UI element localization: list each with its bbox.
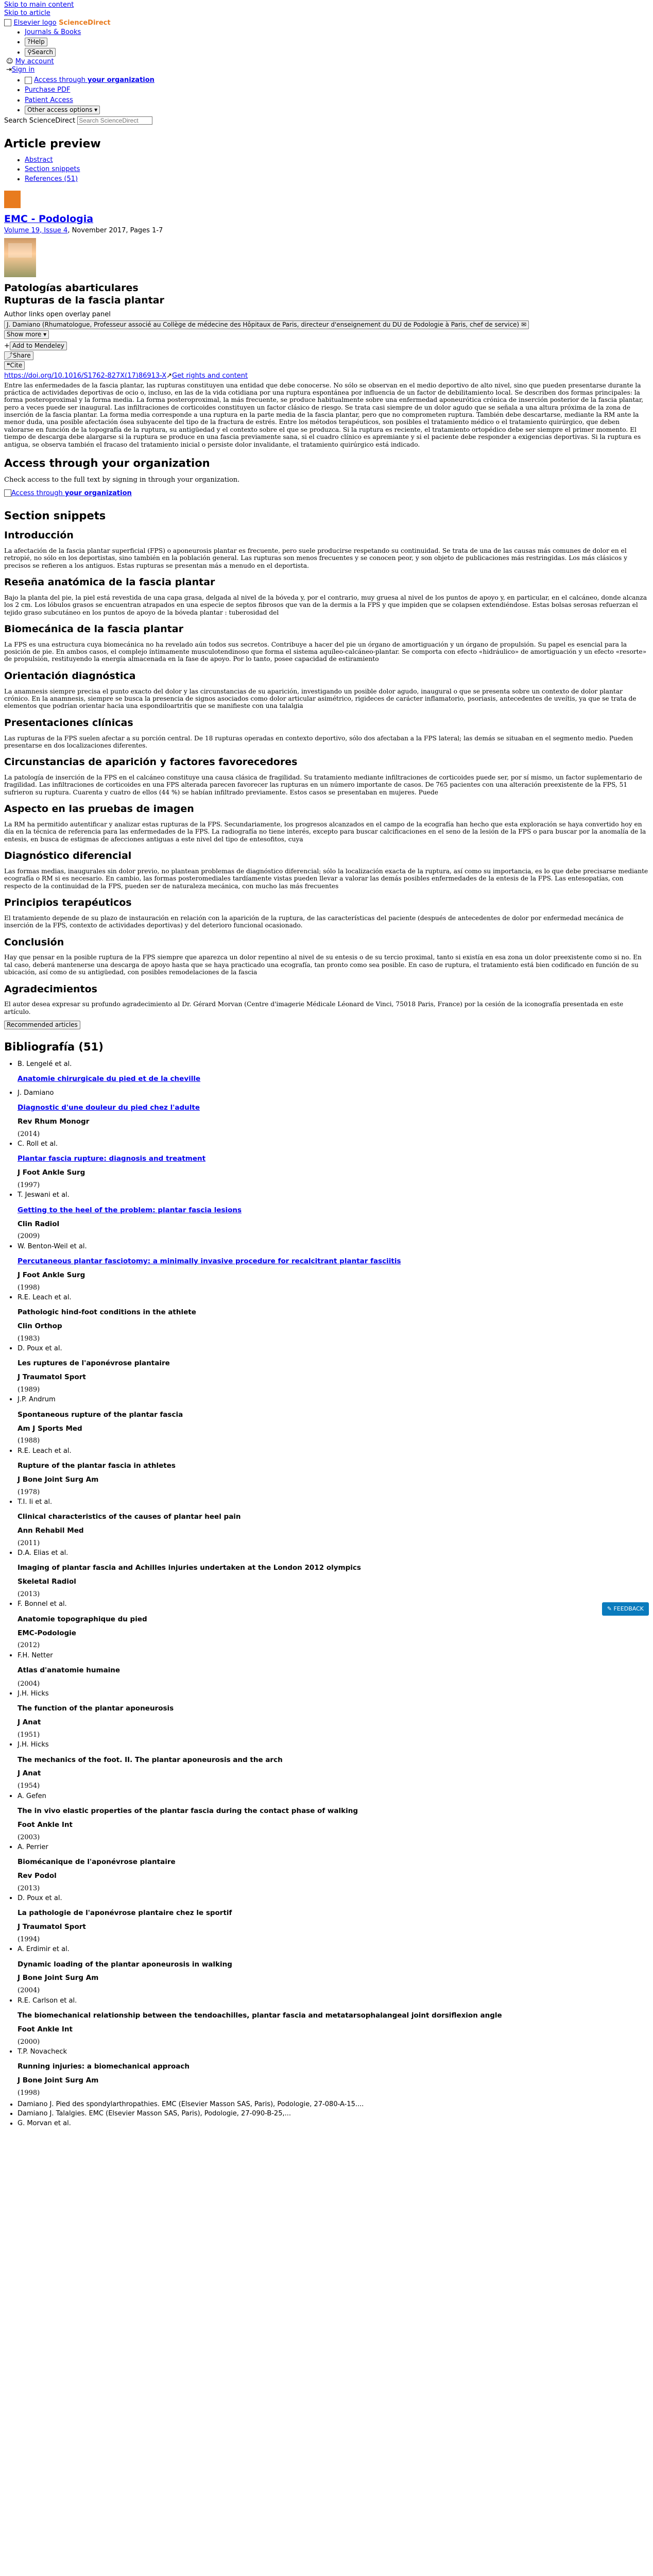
snippet-title: Diagnóstico diferencial — [4, 850, 132, 862]
author-button-row — [4, 320, 649, 330]
preview-links — [4, 156, 649, 183]
reference-title: Spontaneous rupture of the plantar fascia — [18, 1410, 183, 1419]
reference-journal: J Traumatol Sport — [18, 1923, 86, 1931]
reference-journal: J Foot Ankle Surg — [18, 1168, 85, 1177]
reference-author: • B. Lengelé et al. — [18, 1060, 72, 1068]
reference-journal: Ann Rehabil Med — [18, 1527, 84, 1535]
snippet-text: La FPS es una estructura cuya biomecánica no ha revelado aún todos sus secretos. Contribuye a hacer del pie un órgano de amortiguación y un órgano de propulsión. Su papel es esencial para la posición de pie. En ambos casos, el complejo íntimamente musculotendinoso que forma el sistema aquíleo-calcáneo-plantar. Se comporta con efecto «hidráulico» de amortiguación y un efecto «resorte» de propulsión, restituyendo la energía almacenada en la fase de apoyo. Por lo tanto, posee capacidad de estiramiento — [4, 640, 647, 663]
account-nav — [4, 58, 649, 75]
purchase-item — [25, 86, 649, 94]
snippet-title: Agradecimientos — [4, 983, 97, 995]
search-icon: ⚲ — [27, 48, 32, 56]
reference-year: (2009) — [18, 1232, 40, 1241]
reference-year: (2013) — [18, 1884, 40, 1892]
snippet-title: Presentaciones clínicas — [4, 717, 133, 728]
snippet-title: Orientación diagnóstica — [4, 670, 136, 682]
mail-icon: ✉ — [521, 320, 527, 328]
search-input[interactable] — [77, 116, 152, 125]
reference-journal: Foot Ankle Int — [18, 2025, 73, 2033]
reference-journal: Foot Ankle Int — [18, 1820, 73, 1829]
reference-year: (2000) — [18, 2038, 40, 2046]
nav-item-account — [6, 58, 649, 66]
reference-journal: Rev Rhum Monogr — [18, 1117, 90, 1126]
reference-title: Imaging of plantar fascia and Achilles injuries undertaken at the London 2012 olympics — [18, 1564, 361, 1572]
reference-title: La pathologie de l'aponévrose plantaire chez le sportif — [18, 1909, 232, 1918]
reference-year: (2004) — [18, 1987, 40, 1995]
share-icon: ⤴ — [7, 351, 13, 359]
author-row — [4, 311, 649, 319]
reference-tail-list — [4, 2100, 649, 2128]
elsevier-logo-link[interactable]: Elsevier logo — [13, 19, 57, 27]
reference-item — [18, 1089, 649, 1139]
snippet-text: El tratamiento depende de su plazo de instauración en relación con la aparición de la ruptura, de las características del paciente (después de antecedentes de dolor por enfermedad mecánica de inserción de la FPS, contexto de actividades deportivas) y del deterioro funcional ocasionado. — [4, 914, 624, 929]
recommended-articles-button[interactable]: Recommended articles — [4, 1021, 80, 1029]
reference-title: Anatomie topographique du pied — [18, 1615, 147, 1623]
reference-journal: J Foot Ankle Surg — [18, 1270, 85, 1279]
journal-cover-image[interactable] — [4, 238, 36, 277]
snippet-title: Biomecánica de la fascia plantar — [4, 623, 183, 635]
skip-links — [4, 0, 649, 18]
help-button[interactable]: ?Help — [25, 38, 47, 46]
reference-item — [18, 1395, 649, 1445]
add-to-mendeley-button[interactable]: Add to Mendeley — [10, 342, 67, 350]
reference-item — [18, 1191, 649, 1241]
snippet-title: Circunstancias de aparición y factores favorecedores — [4, 756, 298, 768]
journal-title — [4, 213, 649, 226]
reference-item-short: • Damiano J. Pied des spondylarthropathies. EMC (Elsevier Masson SAS, Paris), Podologie, 27-080-A-15.... — [18, 2100, 649, 2109]
other-item — [25, 106, 649, 114]
chevron-down-icon: ▾ — [92, 106, 98, 113]
reference-item — [18, 1792, 649, 1842]
reference-journal: J Anat — [18, 1718, 41, 1727]
publisher-logo-row — [4, 191, 649, 208]
reference-author: • D. Poux et al. — [18, 1345, 62, 1353]
elsevier-logo-icon[interactable] — [4, 19, 11, 26]
article-preview-heading: Article preview — [4, 137, 101, 150]
reference-year: (1988) — [18, 1437, 40, 1445]
reference-item — [18, 1843, 649, 1893]
preview-link-item — [25, 156, 649, 164]
snippet-list — [4, 530, 649, 1015]
chat-icon: ✎ — [607, 1605, 614, 1612]
reference-item — [18, 1060, 649, 1083]
show-more-button[interactable]: Show more ▾ — [4, 330, 49, 339]
author-button[interactable]: J. Damiano (Rhumatologue, Professeur associé au Collège de médecine des Hôpitaux de Paris, directeur d'enseignement du DU de Podologie à Paris, chef de service) ✉ — [4, 320, 529, 329]
reference-author: • W. Benton-Weil et al. — [18, 1242, 87, 1250]
main-nav — [4, 28, 649, 57]
snippet-title: Aspecto en las pruebas de imagen — [4, 803, 194, 815]
mendeley-row — [4, 342, 649, 350]
reference-title-link[interactable]: Getting to the heel of the problem: plantar fascia lesions — [18, 1206, 242, 1214]
snippet-text: Hay que pensar en la posible ruptura de la FPS siempre que aparezca un dolor repentino al nivel de su entesis o de su tercio proximal, tanto si existía en esa zona un dolor preexistente como si no. En tal caso, deberá mantenerse una descarga de apoyo hasta que se haya practicado una ecografía, tan pronto como sea posible. En caso de ruptura, el tratamiento está bien codificado en función de su ubicación, así como de su antigüedad, con posibles remodelaciones de la fascia — [4, 954, 642, 976]
access-text: Check access to the full text by signing in through your organization. — [4, 476, 240, 484]
skip-to-main-link[interactable]: Skip to main content — [4, 1, 74, 9]
reference-year: (1978) — [18, 1488, 40, 1496]
reference-author: • R.E. Carlson et al. — [18, 1996, 77, 2005]
snippet-text: Bajo la planta del pie, la piel está revestida de una capa grasa, delgada al nivel de la bóveda y, por el contrario, muy gruesa al nivel de los puntos de apoyo y, en particular, en el calcáneo, donde alcanza los 2 cm. Los lóbulos grasos se encuentran atrapados en una especie de septos fibrosos que van de la dermis a la FPS y que impiden que se colapsen extendiéndose. Estas bolsas serosas refuerzan el tejido graso subcutáneo en los puntos de apoyo de la bóveda plantar : tuberosidad del — [4, 594, 647, 616]
rights-link[interactable]: Get rights and content — [172, 372, 248, 380]
reference-author: • C. Roll et al. — [18, 1140, 58, 1148]
search-button[interactable]: ⚲Search — [25, 48, 56, 57]
reference-author: • A. Perrier — [18, 1843, 48, 1851]
reference-title-link[interactable]: Percutaneous plantar fasciotomy: a minimally invasive procedure for recalcitrant plantar fasciitis — [18, 1257, 401, 1265]
access-through-org-link[interactable]: Access through your organization — [34, 76, 154, 84]
reference-year: (1951) — [18, 1731, 40, 1739]
institution-icon — [4, 489, 11, 497]
volume-line: Volume 19, Issue 4, November 2017, Pages 1-7 — [4, 226, 163, 234]
cite-row — [4, 361, 649, 370]
reference-author: • R.E. Leach et al. — [18, 1447, 72, 1455]
reference-author: • D.A. Elias et al. — [18, 1549, 68, 1557]
reference-author: • F.H. Netter — [18, 1651, 53, 1659]
preview-link-item — [25, 165, 649, 174]
brand-row — [4, 19, 649, 28]
reference-title-link[interactable]: Anatomie chirurgicale du pied et de la cheville — [18, 1075, 201, 1083]
reference-year: (1954) — [18, 1782, 40, 1790]
patient-access-link[interactable]: Patient Access — [25, 96, 73, 104]
reference-item — [18, 1242, 649, 1292]
reference-item-short: • Damiano J. Talalgies. EMC (Elsevier Masson SAS, Paris), Podologie, 27-090-B-25,... — [18, 2110, 649, 2118]
reference-item — [18, 1689, 649, 1739]
reference-item — [18, 1344, 649, 1394]
snippet-title: Introducción — [4, 530, 74, 541]
reference-author: • J.H. Hicks — [18, 1690, 49, 1698]
abstract-link[interactable]: Abstract — [25, 156, 53, 164]
doi-link[interactable]: https://doi.org/10.1016/S1762-827X(17)86913-X — [4, 372, 167, 380]
reference-title-link[interactable]: Plantar fascia rupture: diagnosis and treatment — [18, 1155, 206, 1163]
reference-journal: J Anat — [18, 1769, 41, 1778]
purchase-pdf-link[interactable]: Purchase PDF — [25, 86, 71, 94]
reference-title: Clinical characteristics of the causes of plantar heel pain — [18, 1513, 241, 1521]
reference-year: (2014) — [18, 1130, 40, 1138]
reference-item — [18, 1894, 649, 1944]
reference-item — [18, 1549, 649, 1599]
snippet-text: La RM ha permitido autentificar y analizar estas rupturas de la FPS. Secundariamente, los progresos alcanzados en el campo de la ecografía han hecho que esta exploración se haya convertido hoy en día en la técnica de referencia para las enfermedades de la FPS. La radiografía no tiene interés, excepto para buscar calcificaciones en el seno de la lesión de la FPS o para buscar por la anomalía de la entesis, en busca de estigmas de afecciones antiguas a este nivel del tipo de entesofitos, cuya — [4, 820, 646, 843]
reference-author: • T.P. Novacheck — [18, 2047, 67, 2056]
person-icon: ☺ — [6, 57, 13, 65]
snippet-title: Reseña anatómica de la fascia plantar — [4, 577, 215, 588]
reference-year: (2004) — [18, 1680, 40, 1688]
external-link-icon: ↗ — [166, 372, 173, 380]
snippet-text: Las rupturas de la FPS suelen afectar a su porción central. De 18 rupturas operadas en contexto deportivo, sólo dos afectaban a la FPS lateral; las demás se situaban en el segmento medio. Pueden presentarse en dos localizaciones diferentes. — [4, 734, 633, 749]
reference-item — [18, 1498, 649, 1548]
skip-to-article-link[interactable]: Skip to article — [4, 9, 50, 18]
access-options — [4, 76, 649, 94]
reference-year: (1989) — [18, 1386, 40, 1394]
reference-journal: Skeletal Radiol — [18, 1578, 76, 1586]
snippet-text: Las formas medias, inaugurales sin dolor previo, no plantean problemas de diagnóstico diferencial; sólo la localización exacta de la ruptura, así como su importancia, es lo que debe precisarse mediante ecografía o RM si es necesario. En cambio, las formas posteromediales tardíamente vistas pueden llevar a valorar las demás posibles enfermedades de la entesis de la FPS. Las entesopatías, con respecto de la continuidad de la FPS, pueden ser de naturaleza mecánica, con mucho las más frecuentes — [4, 867, 648, 890]
reference-author: • T. Jeswani et al. — [18, 1191, 70, 1199]
reference-year: (2003) — [18, 1833, 40, 1841]
reference-author: • J.H. Hicks — [18, 1741, 49, 1749]
reference-journal: J Bone Joint Surg Am — [18, 1475, 99, 1484]
reference-item — [18, 1651, 649, 1688]
reference-item — [18, 1140, 649, 1190]
reference-title: Dynamic loading of the plantar aponeurosis in walking — [18, 1960, 232, 1969]
reference-journal: Am J Sports Med — [18, 1424, 82, 1433]
author-overlay-label: Author links open overlay panel — [4, 311, 111, 319]
chevron-down-icon: ▾ — [43, 331, 47, 338]
reference-author: • A. Gefen — [18, 1792, 46, 1800]
share-button[interactable]: ⤴Share — [4, 351, 33, 360]
reference-year: (1998) — [18, 2089, 40, 2097]
reference-journal: Clin Radiol — [18, 1219, 60, 1228]
search-label: Search ScienceDirect — [4, 117, 76, 125]
plus-icon: + — [4, 342, 10, 350]
nav-item-journals — [25, 28, 649, 37]
access-heading: Access through your organization — [4, 457, 210, 470]
snippet-text: La afectación de la fascia plantar superficial (FPS) o aponeurosis plantar es frecuente, pero suele producirse respetando su continuidad. Se trata de una de las causas más comunes de dolor en el retropié, no sólo en los deportistas, sino también en la población general. Las rupturas son menos frecuentes y se conocen peor, y son objeto de publicaciones más restringidas. Los más clásicos y precisos se refieren a los antiguos. Estas rupturas se presentan más a menudo en el deportista. — [4, 547, 628, 569]
show-more-row — [4, 330, 649, 340]
nav-item-help — [25, 38, 649, 46]
reference-title-link[interactable]: Diagnostic d'une douleur du pied chez l'adulte — [18, 1104, 200, 1112]
reference-title: The biomechanical relationship between the tendoachilles, plantar fascia and metatarsophalangeal joint dorsiflexion angle — [18, 2011, 502, 2020]
reference-item — [18, 2047, 649, 2097]
other-access-options-button[interactable]: Other access options ▾ — [25, 106, 100, 114]
reference-author: • D. Poux et al. — [18, 1894, 62, 1903]
reference-journal: J Bone Joint Surg Am — [18, 1974, 99, 1982]
reference-journal: J Traumatol Sport — [18, 1373, 86, 1382]
patient-options — [4, 96, 649, 115]
reference-journal: EMC-Podologie — [18, 1629, 76, 1637]
sign-in-link[interactable]: Sign in — [11, 66, 35, 74]
reference-author: • J. Damiano — [18, 1089, 54, 1097]
snippet-text: La patología de inserción de la FPS en el calcáneo constituye una causa clásica de fragilidad. Su tratamiento mediante infiltraciones de corticoides puede ser, por sí mismo, un factor suplementario de fragilidad. Las infiltraciones de corticoides en una FPS alterada parecen favorecer las rupturas en un número importante de casos. De 765 pacientes con una alteración preexistente de la FPS, 51 sufrieron su ruptura. Cuarenta y cuatro de ellos (44 %) se habían infiltrado previamente. Estos casos se presentaban en mujeres. Puede — [4, 774, 642, 796]
nav-item-signin — [6, 66, 649, 74]
snippet-text: La anamnesis siempre precisa el punto exacto del dolor y las circunstancias de su aparición, investigando un posible dolor agudo, inaugural o que se presenta sobre un contexto de dolor plantar crónico. En la anamnesis, siempre se busca la presencia de signos asociados como dolor articular asimétrico, rigideces de carácter inflamatorio, psoriasis, antecedentes de uveítis, ya que se trata de elementos que podrían orientar hacia una espondiloartritis que se manifieste con una talalgia — [4, 687, 637, 710]
share-row — [4, 351, 649, 360]
reference-title: The in vivo elastic properties of the plantar fascia during the contact phase of walking — [18, 1806, 358, 1815]
my-account-link[interactable]: My account — [15, 57, 54, 65]
reference-title: Atlas d'anatomie humaine — [18, 1666, 121, 1674]
journals-books-link[interactable]: Journals & Books — [25, 28, 81, 36]
snippet-title: Conclusión — [4, 936, 64, 948]
reference-title: The mechanics of the foot. II. The plantar aponeurosis and the arch — [18, 1755, 283, 1764]
reference-journal: J Bone Joint Surg Am — [18, 2076, 99, 2084]
institution-icon — [25, 77, 32, 84]
article-title: Patologías abarticulares Rupturas de la fascia plantar — [4, 282, 164, 306]
access-item — [25, 76, 649, 84]
references-link[interactable]: References (51) — [25, 175, 78, 183]
preview-link-item — [25, 175, 649, 183]
bibliography-heading: Bibliografía (51) — [4, 1040, 104, 1053]
patient-item — [25, 96, 649, 105]
snippet-text: El autor desea expresar su profundo agradecimiento al Dr. Gérard Morvan (Centre d'imagerie Médicale Léonard de Vinci, 75018 Paris, France) por la cesión de la iconografía presentada en este artículo. — [4, 1001, 624, 1015]
access-link-row — [4, 489, 649, 498]
reference-author: • T.I. Ii et al. — [18, 1498, 53, 1506]
reference-author: • A. Erdimir et al. — [18, 1945, 70, 1954]
reference-year: (1994) — [18, 1936, 40, 1944]
quote-icon: ❝ — [7, 362, 10, 369]
section-snippets-link[interactable]: Section snippets — [25, 165, 80, 174]
reference-year: (1997) — [18, 1181, 40, 1190]
reference-title: Running injuries: a biomechanical approach — [18, 2062, 190, 2071]
volume-issue-link[interactable]: Volume 19, Issue 4 — [4, 226, 68, 234]
reference-year: (2013) — [18, 1590, 40, 1599]
cite-button[interactable]: ❝Cite — [4, 361, 25, 370]
abstract-text: Entre las enfermedades de la fascia plantar, las rupturas constituyen una entidad que debe conocerse. No sólo se observan en el medio deportivo de alto nivel, sino que pueden presentarse durante la práctica de actividades deportivas de ocio o, incluso, en las de la vida cotidiana por una ruptura espontánea por influencia de un factor de debilitamiento local. Se describen dos formas principales: la forma posteroproximal y la forma media. La forma posteroproximal, la más frecuente, se produce habitualmente sobre una enfermedad aponeurótica crónica de inserción posterior de la fascia plantar, pero a veces puede ser inaugural. Las infiltraciones de corticoides constituyen un factor clásico de riesgo. Se trata casi siempre de un dolor agudo que se señala a una altura próxima de la zona de inserción de la fascia plantar. La forma media corresponde a una ruptura en la parte media de la fascia plantar, pero que no comprometen ruptura. También debe descartarse, mediante la RM ante la menor duda, una posible afectación ósea subyacente del tipo de la fractura de estrés. Entre los métodos terapéuticos, son posibles el tratamiento médico o el tratamiento quirúrgico, que deben valorarse en función de la topografía de la ruptura, su antigüedad y el contexto sobre el que se produzca. Si la ruptura es reciente, el tratamiento ortopédico debe ser siempre el primer momento. El tiempo de descarga debe alargarse si la ruptura se produce en una fascia previamente sana, si el cuadro clínico es apremiante y si el paciente debe responder a exigencias deportivas. Si la ruptura es antigua, se observa también el fracaso del tratamiento inicial o persiste dolor invalidante, el tratamiento quirúrgico está indicado. — [4, 381, 644, 448]
reference-item-short: • G. Morvan et al. — [18, 2120, 649, 2128]
sciencedirect-wordmark[interactable]: ScienceDirect — [59, 19, 111, 27]
reference-item — [18, 1447, 649, 1497]
reference-year: (1983) — [18, 1334, 40, 1343]
reference-list — [4, 1060, 649, 2097]
search-bar — [4, 116, 649, 125]
reference-author: • F. Bonnel et al. — [18, 1600, 67, 1608]
help-icon: ? — [27, 38, 31, 46]
section-snippets-heading: Section snippets — [4, 509, 106, 522]
reference-author: • J.P. Andrum — [18, 1396, 56, 1404]
journal-link[interactable]: EMC - Podologia — [4, 213, 94, 225]
elsevier-tree-icon[interactable] — [4, 191, 21, 208]
reference-title: Pathologic hind-foot conditions in the athlete — [18, 1308, 196, 1317]
reference-year: (2012) — [18, 1641, 40, 1650]
reference-item — [18, 1945, 649, 1995]
access-through-org-link-2[interactable]: Access through your organization — [11, 489, 132, 497]
reference-item — [18, 1740, 649, 1790]
reference-author: • R.E. Leach et al. — [18, 1293, 72, 1301]
feedback-button[interactable]: ✎ FEEDBACK — [602, 1602, 649, 1616]
doi-row — [4, 372, 649, 380]
snippet-title: Principios terapéuticos — [4, 897, 132, 909]
reference-journal: Rev Podol — [18, 1871, 57, 1880]
reference-title: The function of the plantar aponeurosis — [18, 1704, 174, 1713]
reference-item — [18, 1996, 649, 2046]
reference-title: Rupture of the plantar fascia in athletes — [18, 1461, 176, 1470]
nav-item-search — [25, 48, 649, 57]
reference-title: Biomécanique de l'aponévrose plantaire — [18, 1858, 176, 1867]
login-icon: ⇥ — [6, 66, 12, 74]
reference-item — [18, 1293, 649, 1343]
reference-year: (2011) — [18, 1539, 40, 1547]
reference-journal: Clin Orthop — [18, 1322, 62, 1331]
reference-title: Les ruptures de l'aponévrose plantaire — [18, 1359, 170, 1368]
reference-item — [18, 1600, 649, 1650]
reference-year: (1998) — [18, 1283, 40, 1292]
